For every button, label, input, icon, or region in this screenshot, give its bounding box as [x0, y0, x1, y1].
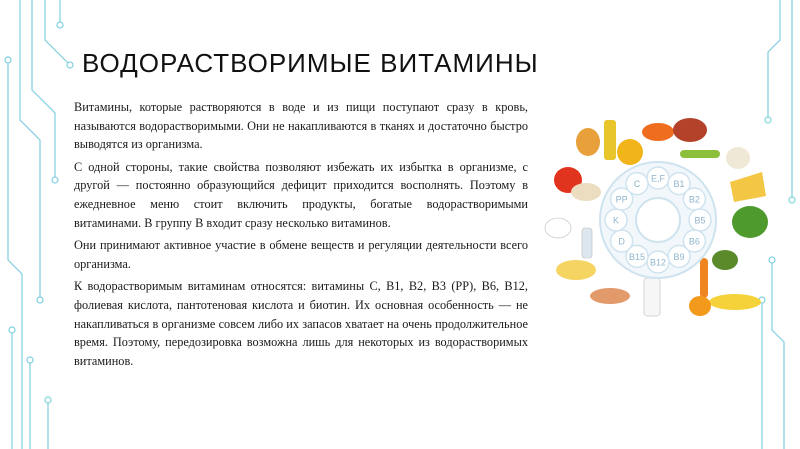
pepper-icon [642, 123, 674, 141]
cheese-icon [730, 172, 766, 202]
wheel-label: B12 [649, 257, 667, 268]
wheel-label: B6 [688, 236, 700, 247]
wheel-label: C [633, 179, 641, 190]
butter-icon [556, 260, 596, 280]
garlic-icon [726, 147, 750, 169]
slide-title: ВОДОРАСТВОРИМЫЕ ВИТАМИНЫ [82, 48, 539, 78]
wheel-label: B15 [628, 251, 646, 262]
paragraph-4: К водорастворимым витаминам относятся: витамины С, В1, В2, В3 (РР), В6, В12, фолиевая кислота, пантотеновая кислота и биотин. Их основная особенность — не накапливаться в организме совсем либо их запасов хватает на очень продолжительное время. Поэтому, передозировка возможна лишь для некоторых из водорастворимых витаминов. [74, 279, 528, 368]
paragraph-2: С одной стороны, такие свойства позволяют избежать их избытка в организме, с другой — постоянно образующийся дефицит приходится восполнять. Поэтому в ежедневное меню стоит включить продукты, богатые водорастворимыми витаминами. В группу В входит сразу несколько витаминов. [74, 159, 528, 230]
wheel-label: B9 [673, 251, 685, 262]
banana-icon [709, 294, 761, 310]
slide-body [74, 98, 528, 374]
mushroom-icon [571, 183, 601, 201]
onion-icon [576, 128, 600, 156]
oil-bottle-icon [604, 120, 616, 160]
milk-bottle-icon [644, 278, 660, 316]
cup-icon [545, 218, 571, 238]
broccoli-icon [732, 206, 768, 238]
wheel-label: B2 [688, 194, 700, 205]
fish-icon [590, 288, 630, 304]
bottle-icon [582, 228, 592, 258]
carrots-icon [700, 258, 708, 298]
wheel-label: K [612, 215, 620, 226]
orange-icon [689, 296, 711, 316]
paragraph-1: Витамины, которые растворяются в воде и из пищи поступают сразу в кровь, называются водорастворимыми. Они не накапливаются в тканях и достаточно быстро выводятся из организма. [74, 100, 528, 152]
paragraph-3: Они принимают активное участие в обмене веществ и регуляции деятельности всего организма. [74, 238, 528, 271]
wheel-label: B1 [673, 179, 685, 190]
vitamin-wheel [600, 162, 716, 278]
wheel-label: PP [615, 194, 628, 205]
wheel-label: E,F [650, 173, 666, 184]
vitamin-foods-illustration [540, 110, 775, 320]
celery-icon [680, 150, 720, 158]
meat-icon [673, 118, 707, 142]
wheel-label: B5 [694, 215, 706, 226]
wheel-label: D [618, 236, 625, 247]
sunflower-icon [617, 139, 643, 165]
avocado-icon [712, 250, 738, 270]
